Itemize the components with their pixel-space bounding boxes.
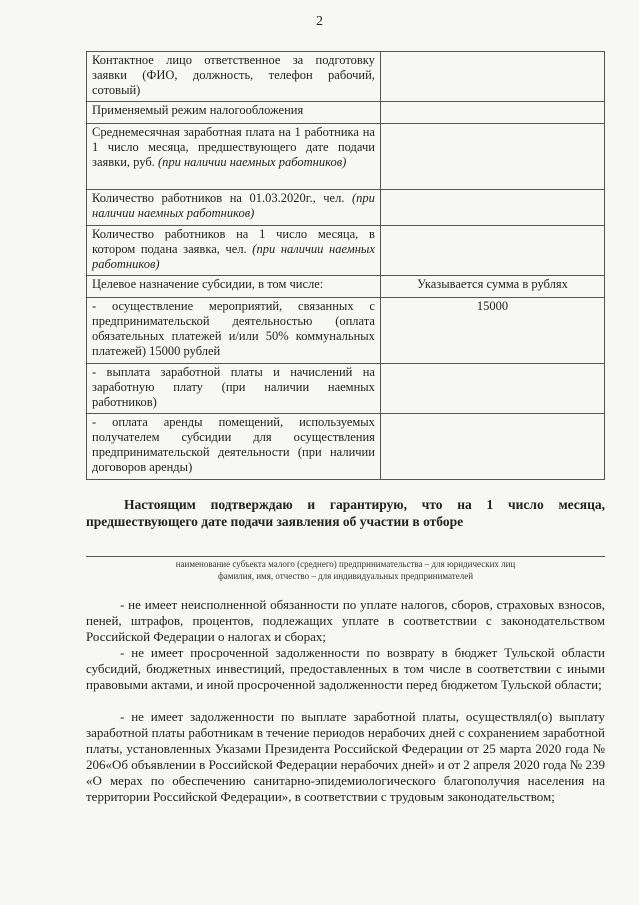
row-label: Среднемесячная заработная плата на 1 работника на 1 число месяца, предшествующего дате подачи заявки, руб. [92,125,375,169]
row-label-cell [87,298,381,364]
condition-paragraph: - не имеет просроченной задолженности по возврату в бюджет Тульской области субсидий, бюджетных инвестиций, предоставленных в том числе в соответствии с иными правовыми актами, и иной просроченной задолженности перед бюджетом Тульской области; [86,645,605,692]
confirmation-statement: Настоящим подтверждаю и гарантирую, что на 1 число месяца, предшествующего дате подачи заявления об участии в отборе [86,497,605,529]
row-label-cell [87,414,381,480]
row-note: (при наличии наемных работников) [157,155,347,169]
row-label-cell [87,102,381,124]
row-label: Контактное лицо ответственное за подготовку заявки (ФИО, должность, телефон рабочий, сотовый) [92,53,375,97]
row-value-cell [380,124,604,190]
row-value-cell [380,102,604,124]
row-label: - осуществление мероприятий, связанных с предпринимательской деятельностью (оплата обязательных платежей и/или 50% коммунальных платежей) 15000 рублей [92,299,375,358]
row-label-cell [87,276,381,298]
table-row [87,102,605,124]
page-number: 2 [316,14,323,29]
table-row [87,124,605,190]
row-value-cell: 15000 [380,298,604,364]
table-row [87,298,605,364]
row-label-cell [87,52,381,102]
row-value-cell: Указывается сумма в рублях [380,276,604,298]
row-label: - оплата аренды помещений, используемых получателем субсидии для осуществления предпринимательской деятельности (при наличии договоров аренды) [92,415,375,474]
row-value-cell [380,364,604,414]
application-table [86,51,605,480]
entity-name-caption: наименование субъекта малого (среднего) предпринимательства – для юридических лиц [175,559,516,569]
table-row [87,52,605,102]
table-row [87,414,605,480]
row-label: Применяемый режим налогообложения [92,103,304,117]
row-value-cell [380,190,604,226]
condition-paragraph: - не имеет задолженности по выплате заработной платы, осуществлял(о) выплату заработной платы работникам в течение периодов нерабочих дней с сохранением заработной платы, установленных Указами Президента Российской Федерации от 25 марта 2020 года № 206«Об объявлении в Российской Федерации нерабочих дней» и от 2 апреля 2020 года № 239 «О мерах по обеспечению санитарно-эпидемиологического благополучия населения на территории Российской Федерации», в соответствии с трудовым законодательством; [86,709,605,804]
row-value-cell [380,414,604,480]
row-label: Количество работников на 1 число месяца, в котором подана заявка, чел. [92,227,375,256]
row-value-cell [380,226,604,276]
table-row [87,190,605,226]
row-label-cell [87,364,381,414]
row-label: - выплата заработной платы и начислений на заработную плату (при наличии наемных работников) [92,365,375,409]
row-label-cell [87,226,381,276]
row-label: Целевое назначение субсидии, в том числе: [92,277,324,291]
row-label-cell [87,124,381,190]
row-label: Количество работников на 01.03.2020г., чел. [92,191,345,205]
row-note: (при наличии наемных работников) [92,191,375,220]
condition-paragraph: - не имеет неисполненной обязанности по уплате налогов, сборов, страховых взносов, пеней, штрафов, процентов, подлежащих уплате в соответствии с законодательством Российской Федерации о налогах и сборах; [86,597,605,644]
table-row [87,364,605,414]
row-note: (при наличии наемных работников) [92,242,375,271]
row-label-cell [87,190,381,226]
entrepreneur-name-caption: фамилия, имя, отчество – для индивидуальных предпринимателей [217,571,474,581]
entity-name-blank-line [86,556,605,557]
table-row [87,226,605,276]
table-row [87,276,605,298]
row-value-cell [380,52,604,102]
